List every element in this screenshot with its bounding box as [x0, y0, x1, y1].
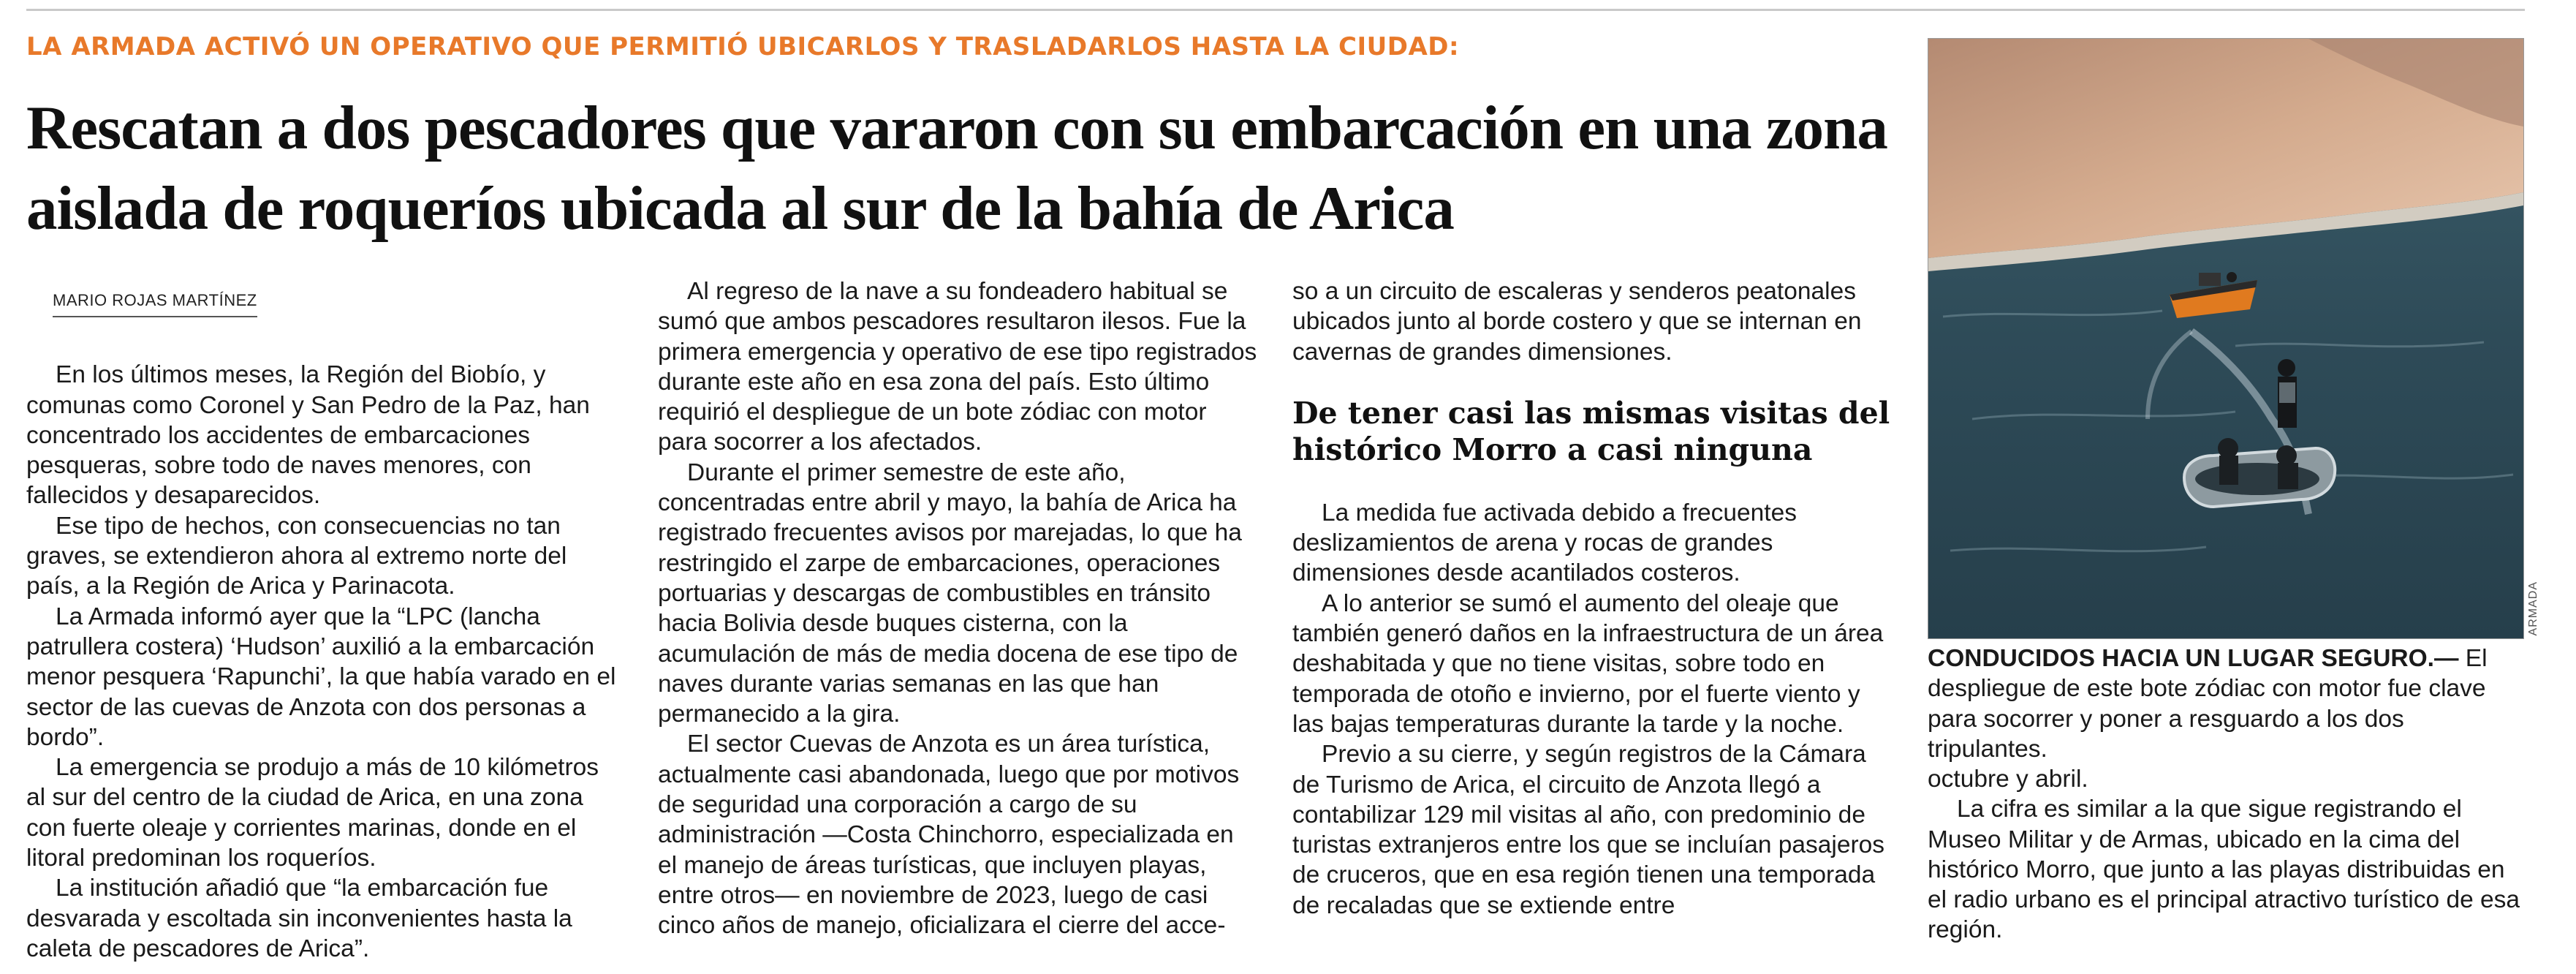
paragraph: A lo anterior se sumó el aumento del oleaje que también generó daños en la infraestructura de un área deshabitada y que no tiene visitas, sobre todo en temporada de otoño e invierno, por el fuerte viento y las bajas temperaturas durante la tarde y la noche. — [1292, 589, 1884, 738]
paragraph: so a un circuito de escaleras y senderos peatonales ubicados junto al borde costero y que se internan en cavernas de grandes dimensiones. — [1292, 278, 1862, 366]
article-byline: MARIO ROJAS MARTÍNEZ — [53, 285, 257, 317]
paragraph: Al regreso de la nave a su fondeadero habitual se sumó que ambos pescadores resultaron ilesos. Fue la primera emergencia y operativo de ese tipo registrados durante este año en esa zona del país. Esto último requirió el despliegue de un bote zódiac con motor para socorrer a los afectados. — [658, 278, 1257, 456]
paragraph: En los últimos meses, la Región del Biobío, y comunas como Coronel y San Pedro de la Paz, han concentrado los accidentes de embarcaciones pesqueras, sobre todo de naves menores, con fallecidos y desaparecidos. — [26, 361, 590, 510]
paragraph: La institución añadió que “la embarcación fue desvarada y escoltada sin inconvenientes hasta la caleta de pescadores de Arica”. — [26, 875, 572, 962]
article-subhead: De tener casi las mismas visitas del histórico Morro a casi ninguna — [1292, 395, 1890, 467]
paragraph: Previo a su cierre, y según registros de la Cámara de Turismo de Arica, el circuito de Anzota llegó a contabilizar 129 mil visitas al año, con predominio de turistas extranjeros entre los que se incluían pasajeros de cruceros, que en esa región tienen una temporada de recaladas que se extiende entre — [1292, 741, 1885, 919]
article-column-3 — [1292, 276, 1892, 921]
paragraph: Durante el primer semestre de este año, concentradas entre abril y mayo, la bahía de Arica ha registrado frecuentes avisos por marejadas, lo que ha restringido el zarpe de embarcaciones, operaciones portuarias y descargas de combustibles en tránsito hacia Bolivia desde buques cisterna, con la acumulación de más de media docena de ese tipo de naves durante varias semanas en las que han permanecido a la gira. — [658, 458, 1242, 728]
caption-lead: CONDUCIDOS HACIA UN LUGAR SEGURO.— — [1928, 645, 2459, 672]
paragraph: La Armada informó ayer que la “LPC (lancha patrullera costera) ‘Hudson’ auxilió a la embarcación menor pesquera ‘Rapunchi’, la que había varado en el sector de las cuevas de Anzota con dos personas a bordo”. — [26, 603, 616, 751]
photo-caption — [1928, 643, 2527, 764]
rescue-photo — [1928, 38, 2524, 639]
paragraph: El sector Cuevas de Anzota es un área turística, actualmente casi abandonada, luego que por motivos de seguridad una corporación a cargo de su administración —Costa Chinchorro, especializada en el manejo de áreas turísticas, que incluyen playas, entre otros— en noviembre de 2023, luego de casi cinco años de manejo, oficializara el cierre del acce- — [658, 730, 1240, 940]
article-column-4 — [1928, 764, 2527, 945]
paragraph: octubre y abril. — [1928, 766, 2088, 793]
paragraph: La medida fue activada debido a frecuentes deslizamientos de arena y rocas de grandes dimensiones desde acantilados costeros. — [1292, 499, 1797, 587]
article-column-2 — [658, 276, 1257, 941]
paragraph: La cifra es similar a la que sigue registrando el Museo Militar y de Armas, ubicado en la cima del histórico Morro, que junto a las playas distribuidas en el radio urbano es el principal atractivo turístico de esa región. — [1928, 796, 2520, 944]
caption-text: El despliegue de este bote zódiac con motor fue clave para socorrer y poner a resguardo a los dos tripulantes. — [1928, 645, 2488, 763]
article-column-1 — [26, 276, 622, 964]
rescue-photo-illustration — [1928, 39, 2523, 638]
article-headline: Rescatan a dos pescadores que vararon con su embarcación en una zona aislada de roqueríos ubicada al sur de la bahía de Arica — [26, 94, 1887, 243]
paragraph: Ese tipo de hechos, con consecuencias no tan graves, se extendieron ahora al extremo norte del país, a la Región de Arica y Parinacota. — [26, 512, 567, 600]
photo-credit: ARMADA — [2527, 581, 2539, 636]
paragraph: La emergencia se produjo a más de 10 kilómetros al sur del centro de la ciudad de Arica, en una zona con fuerte oleaje y corrientes marinas, donde en el litoral predominan los roqueríos. — [26, 754, 599, 872]
person-standing — [2278, 359, 2297, 428]
article-kicker: LA ARMADA ACTIVÓ UN OPERATIVO QUE PERMITIÓ UBICARLOS Y TRASLADARLOS HASTA LA CIUDAD: — [26, 32, 1460, 61]
top-rule — [26, 9, 2525, 11]
